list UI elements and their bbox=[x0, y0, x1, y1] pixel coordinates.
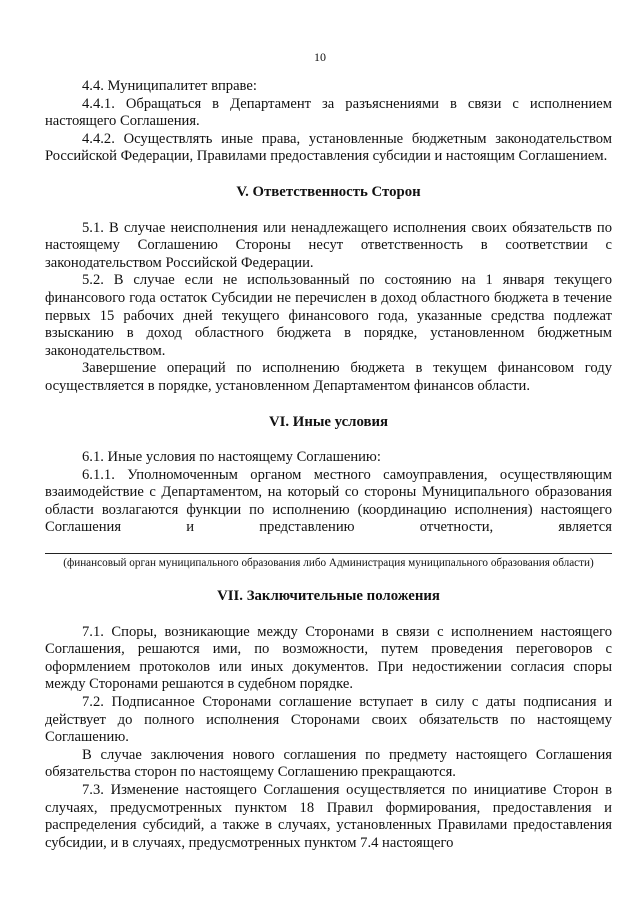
fill-in-caption: (финансовый орган муниципального образования либо Администрация муниципального образования области) bbox=[63, 557, 594, 570]
paragraph-6-1: 6.1. Иные условия по настоящему Соглашению: bbox=[82, 449, 381, 466]
section-5 bbox=[45, 220, 612, 396]
document-body bbox=[45, 78, 612, 852]
section-7-heading: VII. Заключительные положения bbox=[217, 588, 440, 605]
paragraph-4-4-1: 4.4.1. Обращаться в Департамент за разъяснениями в связи с исполнением настоящего Соглашения. bbox=[45, 95, 612, 130]
paragraph-5-2: 5.2. В случае если не использованный по состоянию на 1 января текущего финансового года остаток Субсидии не перечислен в доход областного бюджета в течение первых 15 рабочих дней текущего финансового года, указанные средства подлежат взысканию в доход областного бюджета в порядке, установленном бюджетным законодательством. bbox=[45, 272, 612, 359]
section-4 bbox=[45, 78, 612, 166]
paragraph-7-2: 7.2. Подписанное Сторонами соглашение вступает в силу с даты подписания и действует до полного исполнения Сторонами своих обязательств по настоящему Соглашению. bbox=[45, 694, 612, 746]
paragraph-4-4-2: 4.4.2. Осуществлять иные права, установленные бюджетным законодательством Российской Федерации, Правилами предоставления субсидии и настоящим Соглашением. bbox=[45, 130, 612, 165]
paragraph-4-4: 4.4. Муниципалитет вправе: bbox=[82, 78, 257, 94]
section-5-heading: V. Ответственность Сторон bbox=[236, 183, 421, 200]
paragraph-6-1-1: 6.1.1. Уполномоченным органом местного самоуправления, осуществляющим взаимодействие с Департаментом, на который со стороны Муниципального образования области возлагаются функции по исполнению (координацию исполнения) настоящего Соглашения и представлению отчетности, является bbox=[45, 466, 612, 536]
paragraph-5-1: 5.1. В случае неисполнения или ненадлежащего исполнения своих обязательств по настоящему Соглашению Стороны несут ответственность в соответствии с законодательством Российской Федерации. bbox=[45, 219, 612, 271]
section-6 bbox=[45, 449, 612, 570]
paragraph-7-2-new-agreement: В случае заключения нового соглашения по предмету настоящего Соглашения обязательства сторон по настоящему Соглашению прекращаются. bbox=[45, 746, 612, 781]
paragraph-7-1: 7.1. Споры, возникающие между Сторонами в связи с исполнением настоящего Соглашения, решаются ими, по возможности, путем проведения переговоров с оформлением протоколов или иных документов. При недостижении согласия споры между Сторонами решаются в судебном порядке. bbox=[45, 623, 612, 693]
page-number: 10 bbox=[314, 50, 326, 64]
section-6-heading: VI. Иные условия bbox=[268, 413, 389, 430]
section-7 bbox=[45, 624, 612, 853]
paragraph-7-3: 7.3. Изменение настоящего Соглашения осуществляется по инициативе Сторон в случаях, предусмотренных пунктом 18 Правил формирования, предоставления и распределения субсидий, а также в случаях, установленных Правилами предоставления субсидии, и в случаях, предусмотренных пунктом 7.4 настоящего bbox=[45, 782, 612, 851]
paragraph-5-2-completion: Завершение операций по исполнению бюджета в текущем финансовом году осуществляется в порядке, установленном Департаментом финансов области. bbox=[45, 360, 612, 394]
fill-in-line bbox=[45, 539, 612, 554]
